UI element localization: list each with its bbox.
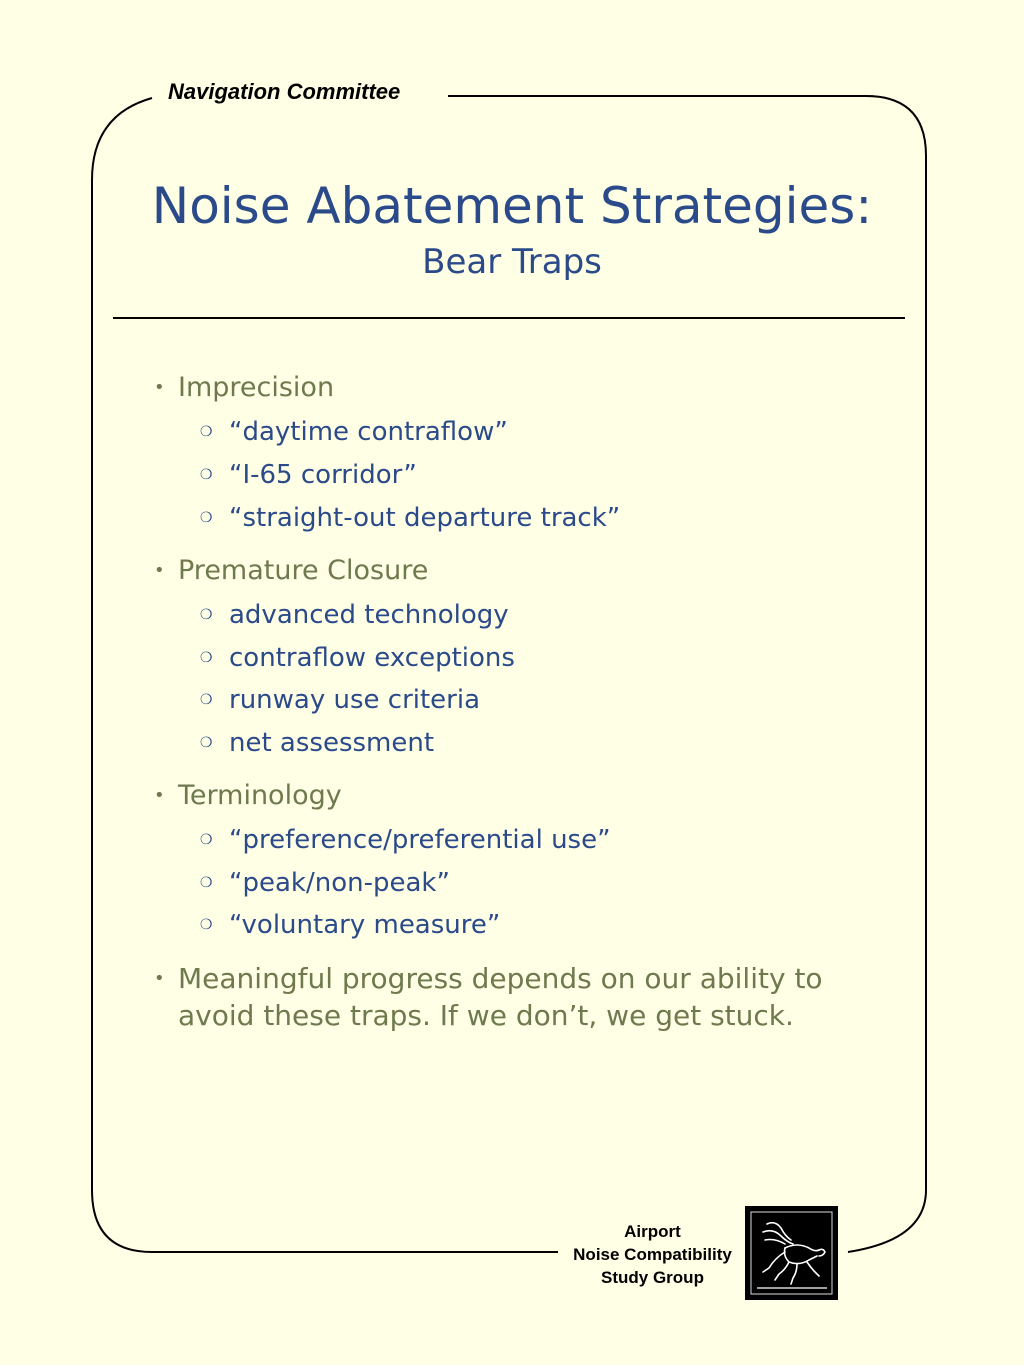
bullet-dot: • — [154, 785, 165, 806]
conclusion-text: Meaningful progress depends on our ability to avoid these traps. If we don’t, we get stuck. — [178, 962, 823, 1032]
sub-bullet-item: “I-65 corridor” — [229, 460, 417, 490]
sub-bullet-dot: ❍ — [200, 650, 213, 666]
sub-bullet-dot: ❍ — [200, 607, 213, 623]
sub-bullet-dot: ❍ — [200, 510, 213, 526]
footer-line-1: Airport — [624, 1222, 681, 1241]
sub-bullet-dot: ❍ — [200, 875, 213, 891]
footer-line-3: Study Group — [601, 1268, 704, 1287]
sub-bullet-dot: ❍ — [200, 692, 213, 708]
sub-bullet-item: “voluntary measure” — [229, 910, 501, 940]
sub-bullet-item: runway use criteria — [229, 685, 481, 715]
sub-bullet-item: “straight-out departure track” — [229, 503, 621, 533]
sub-bullet-dot: ❍ — [200, 467, 213, 483]
footer-line-2: Noise Compatibility — [573, 1245, 732, 1264]
slide-title: Noise Abatement Strategies: — [151, 177, 873, 235]
title-divider — [113, 317, 905, 319]
footer-org-name — [560, 1220, 745, 1289]
sub-bullet-item: advanced technology — [229, 600, 509, 630]
sub-bullet-item: “daytime contraflow” — [229, 417, 508, 447]
bullet-dot: • — [154, 968, 165, 989]
bullet-terminology: Terminology — [178, 780, 342, 811]
sub-bullet-dot: ❍ — [200, 917, 213, 933]
committee-label: Navigation Committee — [168, 79, 401, 104]
bullet-dot: • — [154, 560, 165, 581]
sub-bullet-item: net assessment — [229, 728, 435, 758]
sub-bullet-dot: ❍ — [200, 832, 213, 848]
pegasus-logo-icon — [745, 1206, 838, 1300]
slide-subtitle: Bear Traps — [422, 242, 602, 282]
sub-bullet-item: contraflow exceptions — [229, 643, 515, 673]
bullet-dot: • — [154, 377, 165, 398]
bullet-premature-closure: Premature Closure — [178, 555, 429, 586]
sub-bullet-dot: ❍ — [200, 735, 213, 751]
bullet-imprecision: Imprecision — [178, 372, 335, 403]
sub-bullet-item: “peak/non-peak” — [229, 868, 450, 898]
sub-bullet-dot: ❍ — [200, 424, 213, 440]
sub-bullet-item: “preference/preferential use” — [229, 825, 611, 855]
